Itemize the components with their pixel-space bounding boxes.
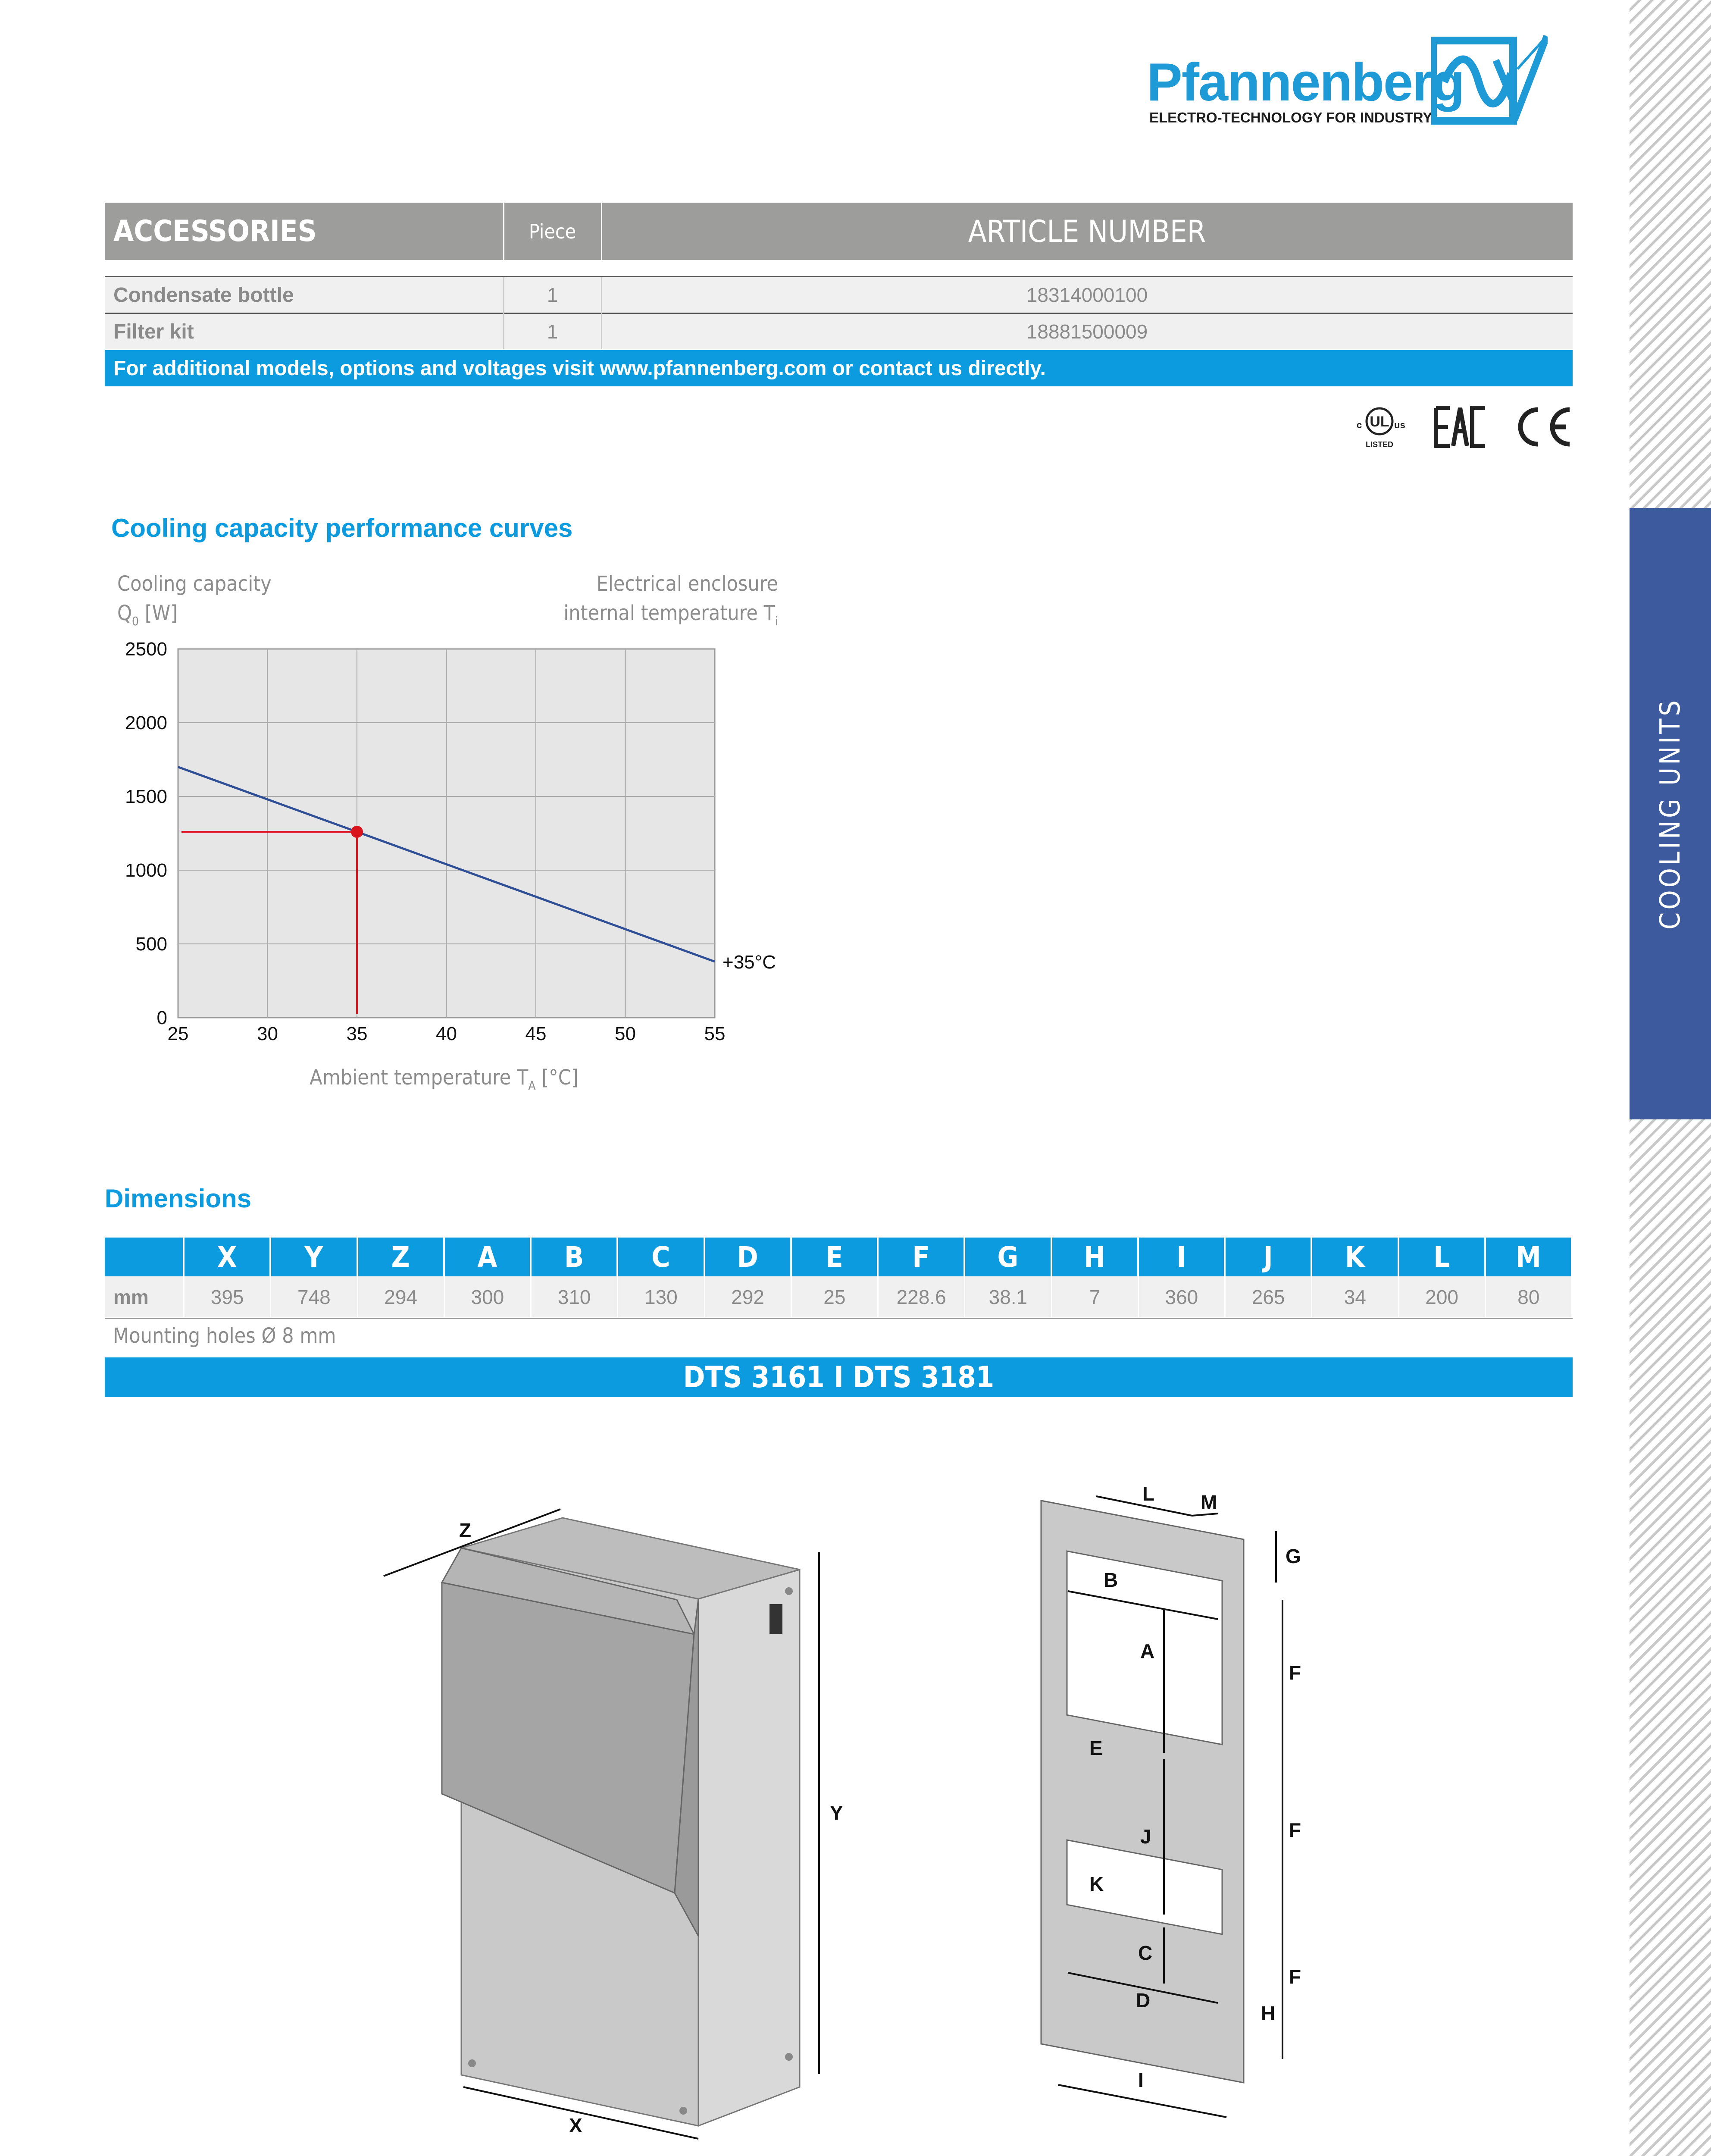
dimensions-section-title: Dimensions	[105, 1184, 252, 1213]
cooling-capacity-chart	[103, 565, 815, 1104]
cutout-label-m: M	[1201, 1491, 1217, 1514]
dimension-column-header: X	[185, 1238, 271, 1276]
dim-x-label: X	[569, 2114, 582, 2137]
x-tick-label: 30	[257, 1023, 278, 1044]
cutout-label-a: A	[1140, 1640, 1155, 1662]
dimension-value: 360	[1139, 1276, 1226, 1317]
svg-text:UL: UL	[1370, 414, 1389, 430]
dimension-column-header: M	[1486, 1238, 1573, 1276]
eac-icon	[1433, 405, 1487, 448]
divider	[503, 203, 504, 260]
dimension-value: 748	[271, 1276, 358, 1317]
model-banner: DTS 3161 I DTS 3181	[105, 1357, 1573, 1397]
accessory-name: Condensate bottle	[113, 283, 294, 307]
dimensions-unit-label: mm	[105, 1276, 185, 1317]
dimension-column-header: A	[445, 1238, 532, 1276]
divider	[105, 1318, 1573, 1319]
cutout-label-g: G	[1286, 1545, 1301, 1567]
dimension-column-header: L	[1399, 1238, 1486, 1276]
cutout-label-f3: F	[1289, 1965, 1301, 1988]
accessory-piece: 1	[547, 284, 558, 306]
side-tab-label-wrap	[1630, 508, 1711, 1119]
accessory-name: Filter kit	[113, 320, 194, 343]
y-tick-label: 1500	[125, 786, 167, 807]
dimension-column-header: K	[1312, 1238, 1399, 1276]
highlight-point	[351, 826, 363, 838]
cutout-label-f2: F	[1289, 1819, 1301, 1841]
cutout-label-e: E	[1089, 1737, 1103, 1759]
cutout-label-k: K	[1089, 1873, 1104, 1895]
ul-listed-text: LISTED	[1365, 440, 1394, 449]
accessories-header-piece: Piece	[529, 219, 576, 243]
cooling-unit-drawing	[371, 1483, 854, 2156]
dimension-column-header: H	[1052, 1238, 1139, 1276]
cutout-label-h: H	[1261, 2002, 1276, 2024]
side-tab-label: COOLING UNITS	[1654, 698, 1686, 930]
dimension-column-header: J	[1226, 1238, 1312, 1276]
dim-y-label: Y	[830, 1802, 843, 1824]
brand-logo-icon	[1431, 34, 1548, 125]
accessory-article: 18881500009	[1026, 320, 1148, 343]
chart-x-label: Ambient temperature $T_A$ [°C]	[310, 1065, 579, 1093]
dimensions-header-corner	[105, 1238, 185, 1276]
y-tick-label: 2000	[125, 712, 167, 733]
dimension-column-header: C	[618, 1238, 705, 1276]
cutout-label-b: B	[1104, 1569, 1118, 1591]
dimension-column-header: Z	[358, 1238, 445, 1276]
svg-text:c: c	[1356, 420, 1362, 430]
cutout-template-drawing	[1028, 1483, 1330, 2122]
dimension-column-header: D	[705, 1238, 792, 1276]
x-tick-label: 35	[346, 1023, 368, 1044]
dimension-value: 300	[445, 1276, 532, 1317]
chart-right-label-2: internal temperature $T_i$	[563, 601, 778, 628]
cutout-label-f1: F	[1289, 1661, 1301, 1684]
accessories-header-article: ARTICLE NUMBER	[968, 213, 1206, 249]
y-tick-label: 500	[135, 934, 167, 955]
dimension-column-header: E	[792, 1238, 879, 1276]
dimension-column-header: G	[965, 1238, 1052, 1276]
dimension-value: 7	[1052, 1276, 1139, 1317]
dimension-column-header: F	[879, 1238, 965, 1276]
accessory-article: 18314000100	[1026, 284, 1148, 306]
y-tick-label: 0	[156, 1007, 167, 1028]
chart-y-label: Cooling capacity	[117, 572, 272, 596]
chart-y-unit: $Q_0$ [W]	[117, 601, 178, 628]
dimension-value: 34	[1312, 1276, 1399, 1317]
dimension-value: 310	[532, 1276, 618, 1317]
dimension-value: 130	[618, 1276, 705, 1317]
brand-tagline: ELECTRO-TECHNOLOGY FOR INDUSTRY	[1149, 110, 1433, 125]
dim-z-label: Z	[459, 1519, 472, 1542]
x-tick-label: 45	[525, 1023, 547, 1044]
y-tick-label: 1000	[125, 860, 167, 881]
x-tick-label: 40	[436, 1023, 457, 1044]
y-tick-label: 2500	[125, 639, 167, 660]
accessories-header-name: ACCESSORIES	[113, 214, 317, 248]
chart-right-label: Electrical enclosure	[596, 572, 778, 596]
x-tick-label: 55	[704, 1023, 726, 1044]
cutout-label-d: D	[1136, 1989, 1151, 2012]
dimension-value: 200	[1399, 1276, 1486, 1317]
ce-mark-icon	[1511, 405, 1573, 448]
x-tick-label: 25	[167, 1023, 189, 1044]
dimension-column-header: B	[532, 1238, 618, 1276]
svg-text:us: us	[1394, 420, 1405, 430]
mounting-holes-note: Mounting holes Ø 8 mm	[113, 1324, 336, 1348]
dimension-value: 80	[1486, 1276, 1573, 1317]
dimension-value: 294	[358, 1276, 445, 1317]
divider	[601, 203, 602, 260]
dimension-value: 25	[792, 1276, 879, 1317]
dimension-value: 265	[1226, 1276, 1312, 1317]
brand-name: Pfannenberg	[1147, 53, 1464, 112]
dimension-column-header: Y	[271, 1238, 358, 1276]
cutout-label-i: I	[1138, 2069, 1144, 2091]
x-tick-label: 50	[615, 1023, 636, 1044]
ul-listed-icon	[1351, 403, 1408, 451]
cutout-label-c: C	[1138, 1942, 1153, 1964]
accessories-note: For additional models, options and voltages visit www.pfannenberg.com or contact us directly.	[105, 350, 1573, 386]
performance-section-title: Cooling capacity performance curves	[111, 514, 573, 542]
dimension-value: 395	[185, 1276, 271, 1317]
accessory-piece: 1	[547, 320, 558, 343]
divider	[601, 277, 602, 349]
cutout-label-l: L	[1142, 1483, 1155, 1505]
dimension-value: 228.6	[879, 1276, 965, 1317]
divider	[503, 277, 504, 349]
dimension-value: 292	[705, 1276, 792, 1317]
series-label: +35°C	[723, 952, 776, 973]
cutout-label-j: J	[1140, 1825, 1151, 1848]
dimension-column-header: I	[1139, 1238, 1226, 1276]
dimension-value: 38.1	[965, 1276, 1052, 1317]
